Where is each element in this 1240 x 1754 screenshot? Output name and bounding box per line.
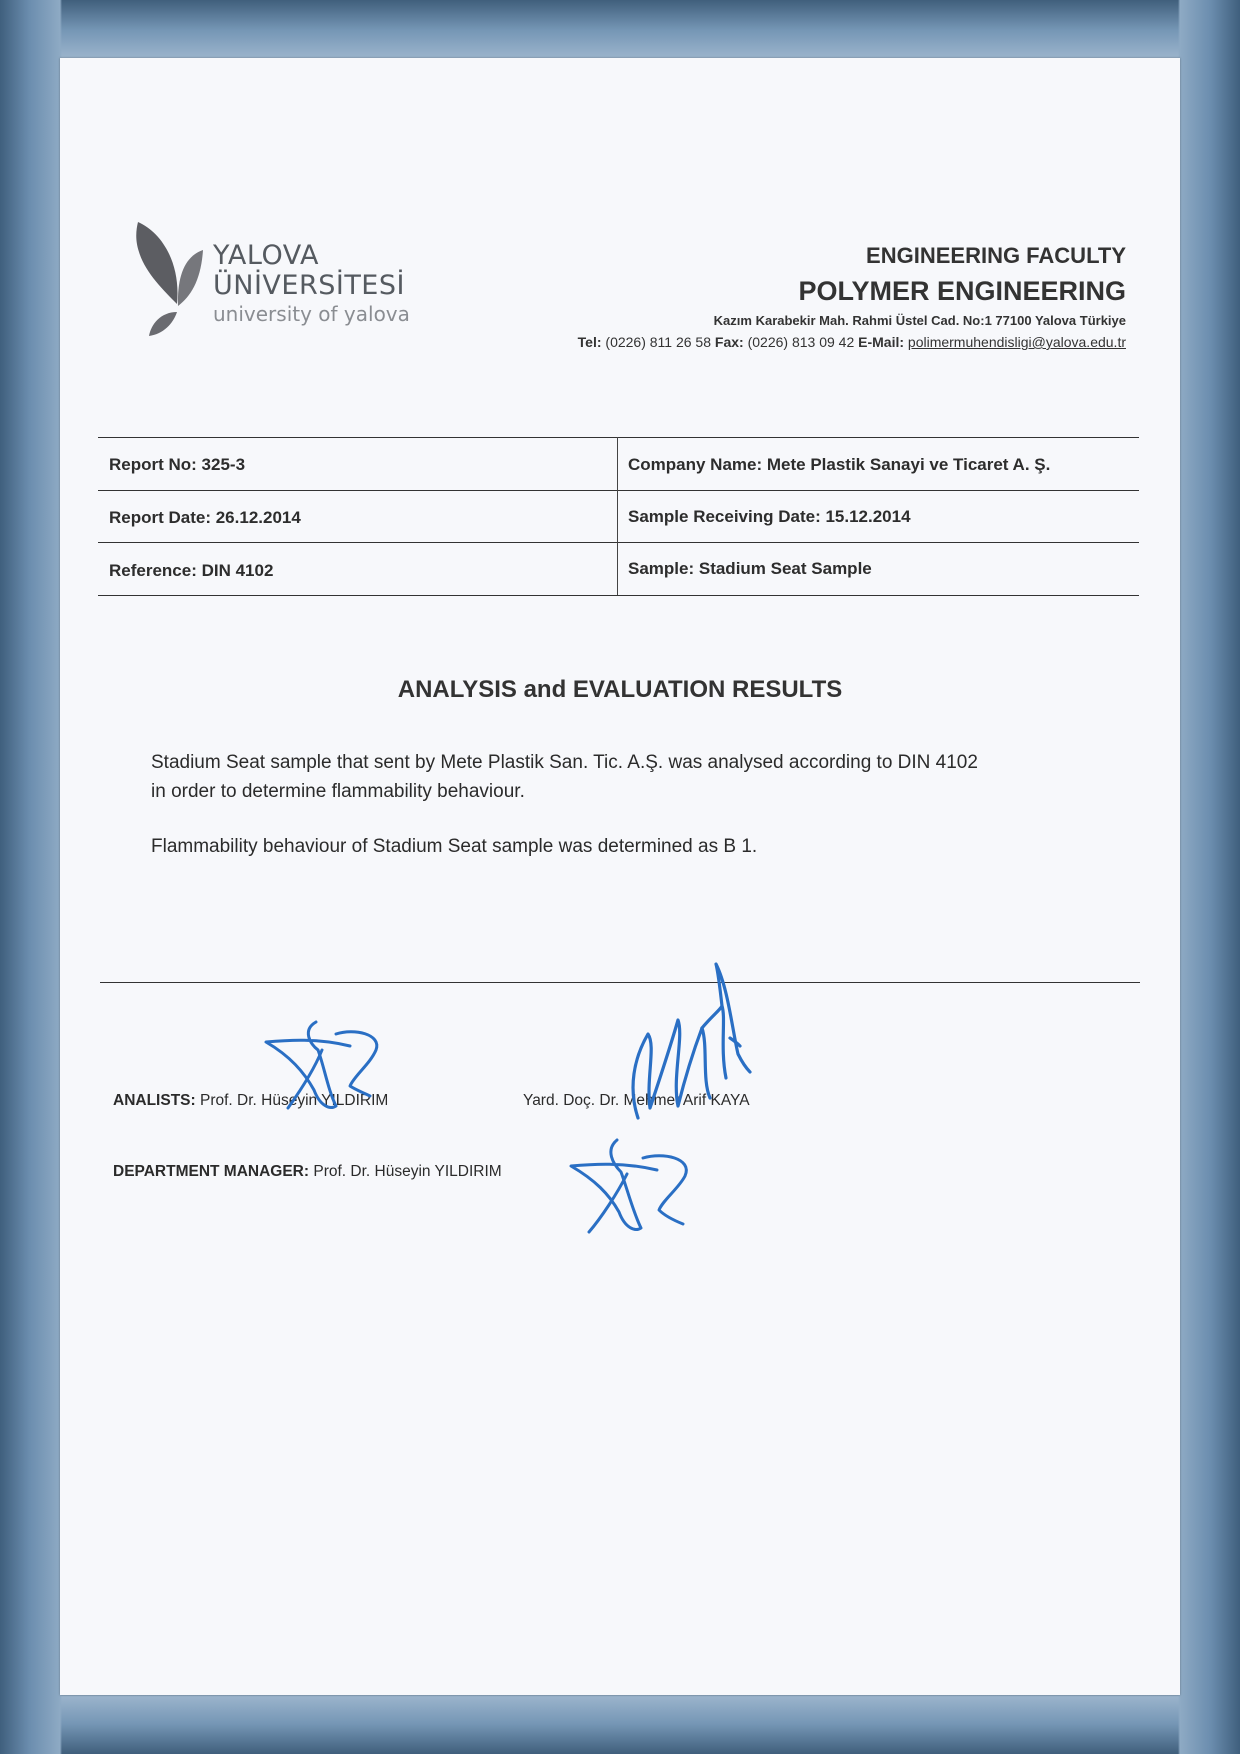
manager-label: DEPARTMENT MANAGER: bbox=[113, 1163, 310, 1180]
contact-line bbox=[578, 334, 1126, 350]
sample-receiving-date: Sample Receiving Date: 15.12.2014 bbox=[628, 507, 911, 526]
email-label: E-Mail: bbox=[858, 334, 905, 350]
sample-name: Sample: Stadium Seat Sample bbox=[628, 559, 872, 578]
fax-label: Fax: bbox=[714, 334, 744, 350]
fax-value: (0226) 813 09 42 bbox=[747, 334, 855, 350]
report-date: Report Date: 26.12.2014 bbox=[109, 508, 301, 527]
email-link[interactable]: polimermuhendisligi@yalova.edu.tr bbox=[907, 334, 1126, 350]
analysts-label: ANALISTS: bbox=[113, 1092, 196, 1109]
manager-signature-icon bbox=[565, 1130, 725, 1245]
analyst-1-signature-icon bbox=[258, 1010, 418, 1120]
table-line-top bbox=[98, 437, 1139, 438]
yalova-leaf-logo-icon bbox=[133, 212, 208, 337]
faculty-heading: ENGINEERING FACULTY bbox=[866, 243, 1126, 268]
analyst-2-signature-icon bbox=[620, 958, 770, 1128]
table-line-bottom bbox=[98, 595, 1139, 596]
results-title: ANALYSIS and EVALUATION RESULTS bbox=[397, 676, 843, 703]
analyst-2-name: Yard. Doç. Dr. Mehmet Arif KAYA bbox=[523, 1092, 750, 1109]
report-number: Report No: 325-3 bbox=[109, 455, 246, 474]
results-paragraph-line: Stadium Seat sample that sent by Mete Plastik San. Tic. A.Ş. was analysed according to DIN 4102 bbox=[151, 752, 978, 773]
table-line bbox=[98, 490, 1139, 491]
tel-label: Tel: bbox=[577, 334, 602, 350]
reference-standard: Reference: DIN 4102 bbox=[109, 561, 274, 580]
tel-value: (0226) 811 26 58 bbox=[605, 334, 712, 350]
table-column-divider bbox=[617, 437, 618, 595]
results-paragraph-line: in order to determine flammability behaviour. bbox=[151, 781, 525, 802]
table-line bbox=[98, 542, 1139, 543]
logo-text-universitesi: ÜNİVERSİTESİ bbox=[213, 270, 405, 301]
results-conclusion: Flammability behaviour of Stadium Seat sample was determined as B 1. bbox=[151, 836, 758, 857]
logo-text-university-of-yalova: university of yalova bbox=[213, 302, 410, 326]
department-heading: POLYMER ENGINEERING bbox=[798, 276, 1126, 306]
manager-name: Prof. Dr. Hüseyin YILDIRIM bbox=[313, 1163, 502, 1180]
manager-line bbox=[113, 1163, 502, 1181]
logo-text-yalova: YALOVA bbox=[213, 240, 319, 271]
analyst-1-name: Prof. Dr. Hüseyin YILDIRIM bbox=[199, 1092, 389, 1109]
company-name: Company Name: Mete Plastik Sanayi ve Ticaret A. Ş. bbox=[628, 455, 1051, 474]
address-line: Kazım Karabekir Mah. Rahmi Üstel Cad. No:1 77100 Yalova Türkiye bbox=[713, 313, 1126, 328]
